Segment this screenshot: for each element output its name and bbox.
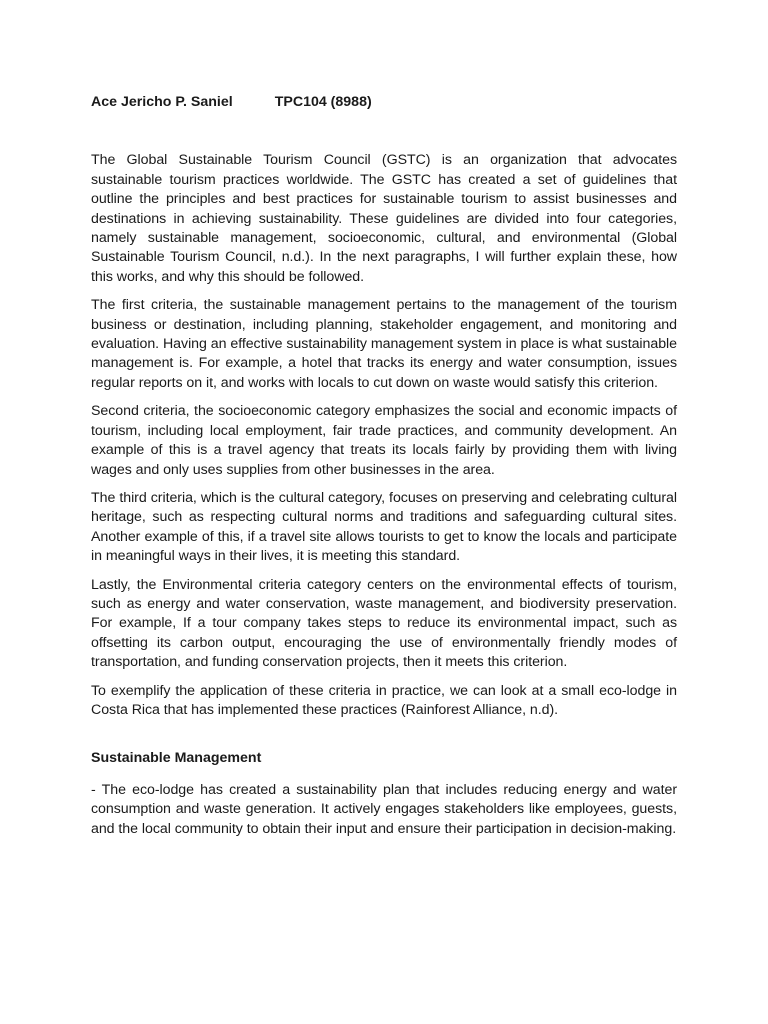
- paragraph-environmental: Lastly, the Environmental criteria category centers on the environmental effects of tourism, such as energy and water conservation, waste management, and biodiversity preservation. For example, If a tour company takes steps to reduce its environmental impact, such as offsetting its carbon output, encouraging the use of environmentally friendly modes of transportation, and funding conservation projects, then it meets this criterion.: [91, 576, 677, 671]
- section-paragraph: - The eco-lodge has created a sustainability plan that includes reducing energy and water consumption and waste generation. It actively engages stakeholders like employees, guests, and the local community to obtain their input and ensure their participation in decision-making.: [91, 781, 677, 837]
- author-name: Ace Jericho P. Saniel: [91, 94, 233, 110]
- paragraph-example-intro: To exemplify the application of these criteria in practice, we can look at a small eco-lodge in Costa Rica that has implemented these practices (Rainforest Alliance, n.d).: [91, 682, 677, 718]
- document-header: [91, 93, 677, 112]
- paragraph-sustainable-management: The first criteria, the sustainable management pertains to the management of the tourism business or destination, including planning, stakeholder engagement, and monitoring and evaluation. Having an effective sustainability management system in place is what sustainable management is. For example, a hotel that tracks its energy and water consumption, issues regular reports on it, and works with locals to cut down on waste would satisfy this criterion.: [91, 297, 677, 391]
- paragraph-socioeconomic: Second criteria, the socioeconomic category emphasizes the social and economic impacts of tourism, including local employment, fair trade practices, and community development. An example of this is a travel agency that treats its locals fairly by providing them with living wages and only uses supplies from other businesses in the area.: [91, 403, 677, 478]
- document-content: [91, 93, 677, 848]
- course-code: TPC104 (8988): [274, 94, 372, 110]
- section-heading: Sustainable Management: [91, 750, 262, 767]
- paragraph-cultural: The third criteria, which is the cultural category, focuses on preserving and celebrating cultural heritage, such as respecting cultural norms and traditions and safeguarding cultural sites. Another example of this, if a travel site allows tourists to get to know the locals and participate in meaningful ways in their lives, it is meeting this standard.: [91, 489, 677, 565]
- paragraph-intro: The Global Sustainable Tourism Council (GSTC) is an organization that advocates sustainable tourism practices worldwide. The GSTC has created a set of guidelines that outline the principles and best practices for sustainable tourism to assist businesses and destinations in achieving sustainability. These guidelines are divided into four categories, namely sustainable management, socioeconomic, cultural, and environmental (Global Sustainable Tourism Council, n.d.). In the next paragraphs, I will further explain these, how this works, and why this should be followed.: [91, 152, 677, 285]
